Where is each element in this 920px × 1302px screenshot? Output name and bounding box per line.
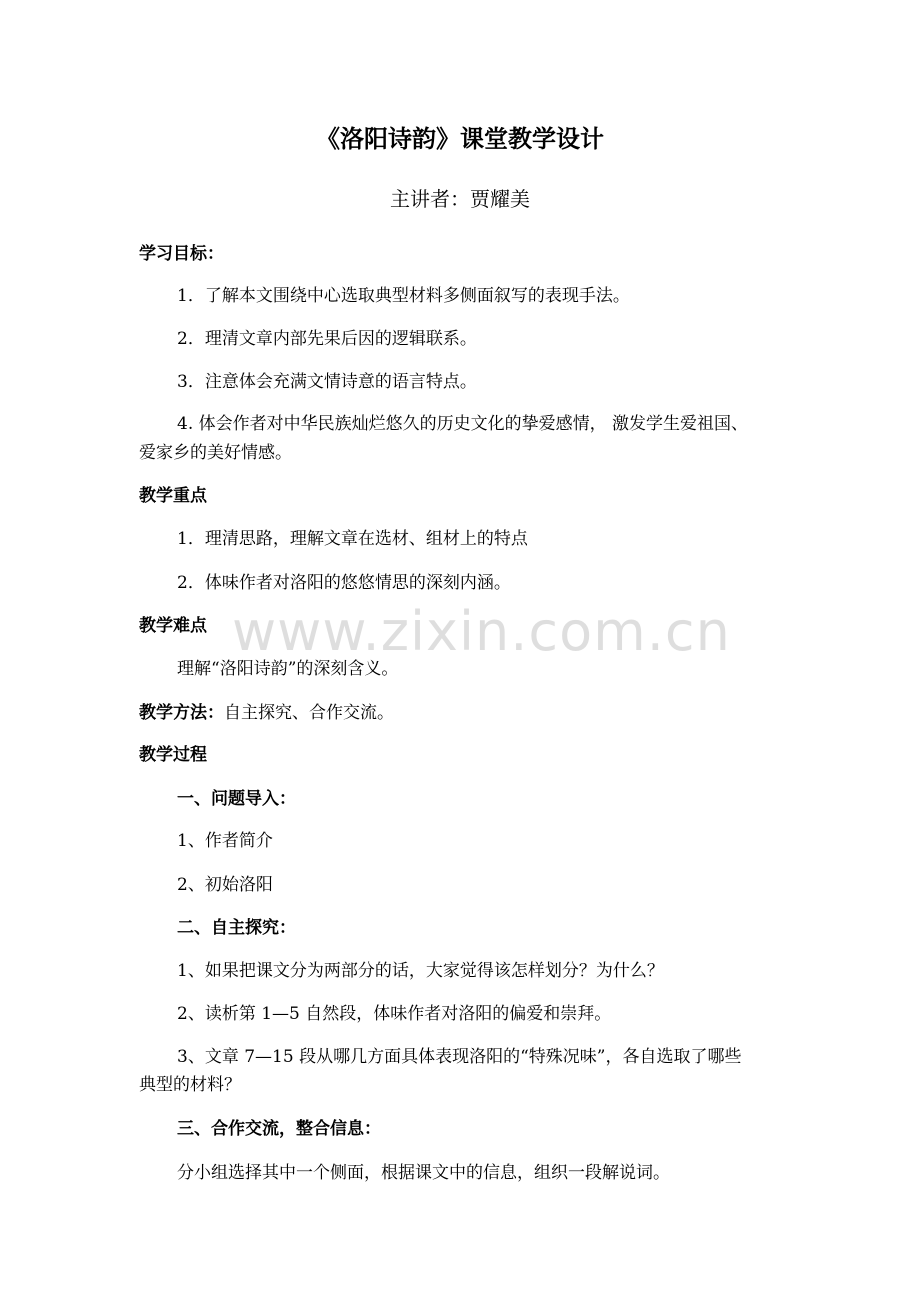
section-heading-cooperation: 三、合作交流，整合信息： (177, 1119, 381, 1139)
objective-item: 4. 体会作者对中华民族灿烂悠久的历史文化的挚爱感情， 激发学生爱祖国、 (177, 414, 749, 434)
objective-item: 1．了解本文围绕中心选取典型材料多侧面叙写的表现手法。 (177, 286, 630, 306)
section-item: 2、读析第 1—5 自然段，体味作者对洛阳的偏爱和崇拜。 (177, 1004, 612, 1024)
objective-item-continuation: 爱家乡的美好情感。 (139, 443, 292, 463)
objectives-heading: 学习目标： (139, 244, 224, 264)
difficulty-heading: 教学难点 (139, 616, 207, 636)
watermark: www.zixin.com.cn (232, 600, 731, 663)
method-line (139, 703, 394, 723)
section-item-continuation: 典型的材料？ (139, 1075, 241, 1095)
objective-item: 3．注意体会充满文情诗意的语言特点。 (177, 372, 477, 392)
method-text: 自主探究、合作交流。 (224, 703, 394, 723)
section-item: 1、如果把课文分为两部分的话，大家觉得该怎样划分？为什么？ (177, 961, 664, 981)
key-point-item: 2．体味作者对洛阳的悠悠情思的深刻内涵。 (177, 573, 511, 593)
presenter-line: 主讲者：贾耀美 (390, 187, 530, 211)
section-text: 分小组选择其中一个侧面，根据课文中的信息，组织一段解说词。 (177, 1163, 670, 1183)
key-point-item: 1．理清思路，理解文章在选材、组材上的特点 (177, 529, 528, 549)
section-item: 2、初始洛阳 (177, 875, 273, 895)
section-heading-self-study: 二、自主探究： (177, 918, 296, 938)
section-item: 3、文章 7—15 段从哪几方面具体表现洛阳的“特殊况味”，各自选取了哪些 (177, 1047, 742, 1067)
key-points-heading: 教学重点 (139, 486, 207, 506)
difficulty-text: 理解“洛阳诗韵”的深刻含义。 (177, 659, 399, 679)
method-label: 教学方法： (139, 703, 224, 723)
objective-item: 2．理清文章内部先果后因的逻辑联系。 (177, 329, 477, 349)
process-heading: 教学过程 (139, 745, 207, 765)
document-title: 《洛阳诗韵》课堂教学设计 (316, 124, 604, 153)
section-heading-intro: 一、问题导入： (177, 789, 296, 809)
section-item: 1、作者简介 (177, 831, 273, 851)
